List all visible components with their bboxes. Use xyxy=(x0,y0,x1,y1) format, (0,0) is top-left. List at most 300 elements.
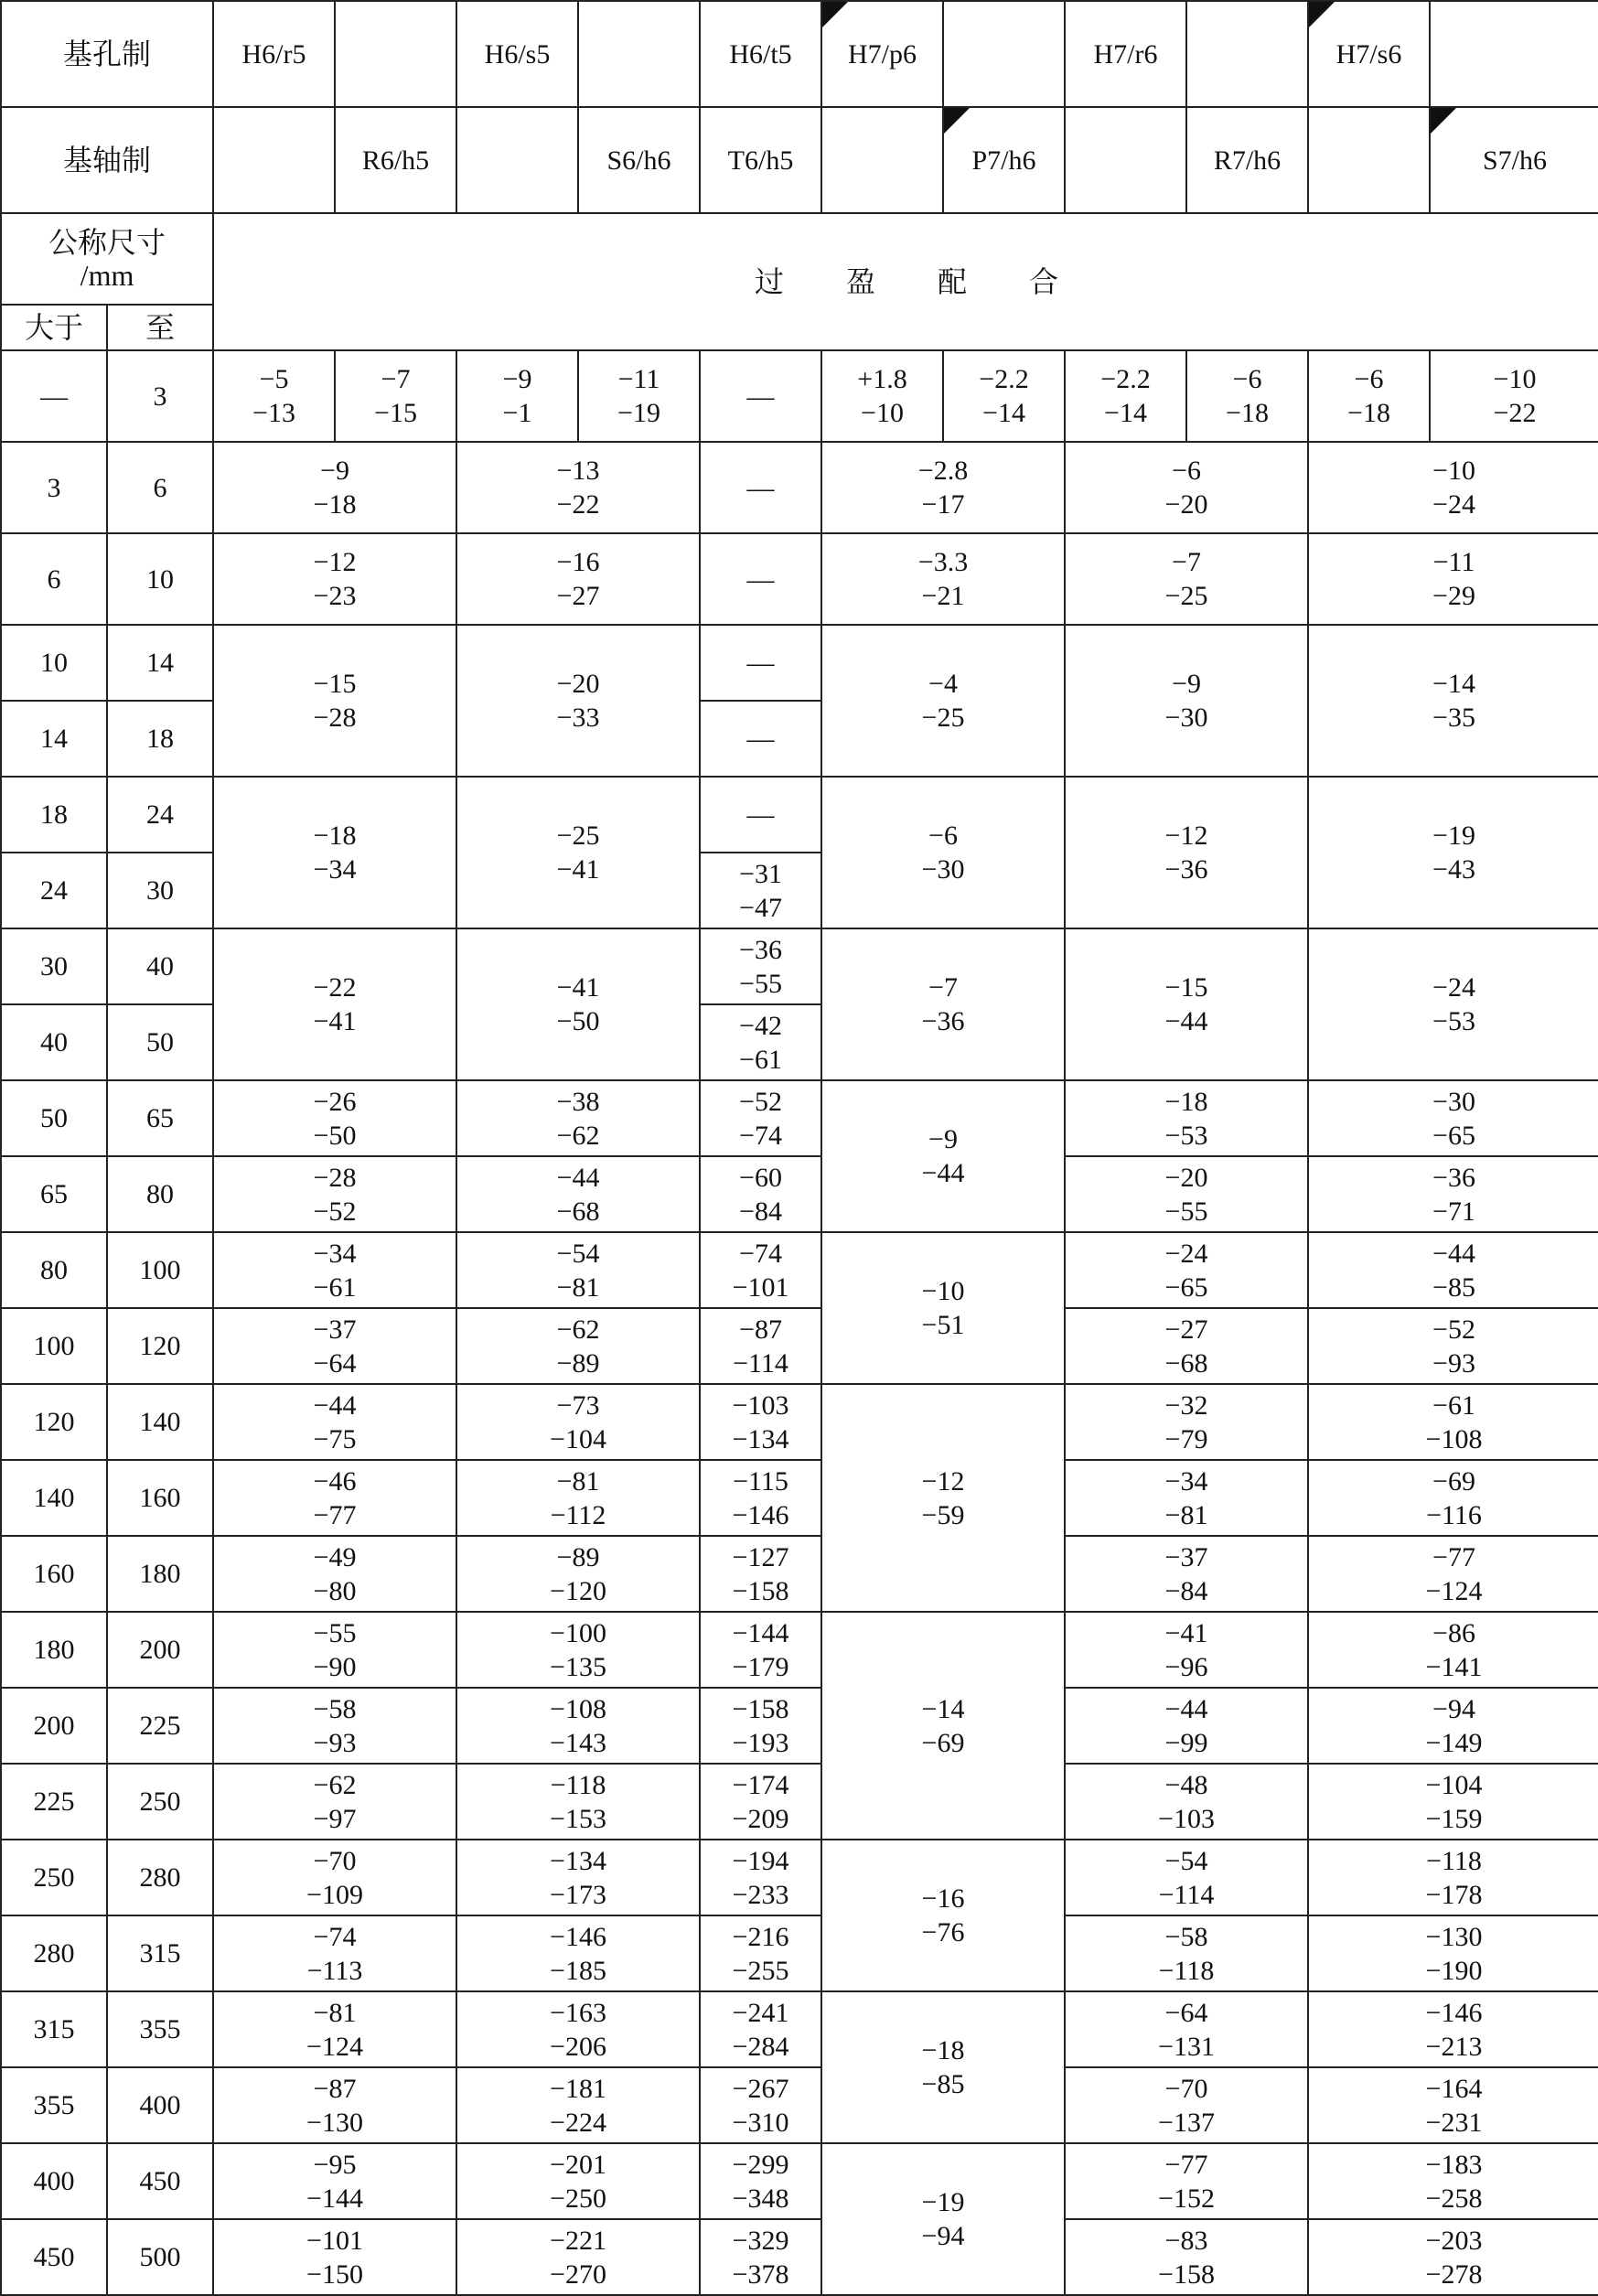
cell-value: −73 xyxy=(556,1389,600,1421)
shaft-fit-code: T6/h5 xyxy=(700,107,821,213)
cell-value: −34 xyxy=(313,1238,357,1269)
cell-value: −15 xyxy=(1164,972,1208,1003)
fit-value xyxy=(700,1080,821,1156)
cell-value: −299 xyxy=(732,2149,789,2180)
fit-value xyxy=(1065,1156,1308,1232)
cell-value: −70 xyxy=(313,1845,357,1876)
cell-value: −58 xyxy=(313,1693,357,1724)
cell-value: −118 xyxy=(1426,1845,1482,1876)
size-row xyxy=(1,625,1598,701)
cell-value: −42 xyxy=(739,1010,782,1041)
fit-value xyxy=(456,442,700,533)
fit-value xyxy=(456,928,700,1080)
cell-value: −11 xyxy=(1432,547,1475,577)
fit-value xyxy=(1308,1688,1598,1764)
fit-value xyxy=(456,350,578,442)
cell-value: −16 xyxy=(556,547,600,577)
size-from: 160 xyxy=(1,1536,107,1612)
fit-value xyxy=(700,350,821,442)
fit-value xyxy=(456,1915,700,1991)
cell-value: −130 xyxy=(306,2107,363,2138)
size-to: 14 xyxy=(107,625,213,701)
fit-value xyxy=(700,2143,821,2219)
cell-value: −9 xyxy=(502,364,532,394)
fit-value xyxy=(1065,1232,1308,1308)
cell-value: −93 xyxy=(1432,1347,1475,1379)
fit-value xyxy=(821,442,1065,533)
fit-value xyxy=(1065,1080,1308,1156)
cell-value: −52 xyxy=(1432,1314,1475,1345)
fit-value xyxy=(213,533,456,625)
cell-value: −267 xyxy=(732,2073,789,2104)
cell-value: −112 xyxy=(550,1499,606,1530)
cell-value: −18 xyxy=(1226,398,1269,428)
cell-value: −10 xyxy=(861,398,904,428)
cell-value: −55 xyxy=(1164,1196,1208,1227)
size-to: 30 xyxy=(107,853,213,928)
fit-value xyxy=(1065,777,1308,928)
fit-value xyxy=(700,625,821,701)
fit-value xyxy=(1308,625,1598,777)
size-row xyxy=(1,2067,1598,2143)
size-to: 6 xyxy=(107,442,213,533)
size-from: 120 xyxy=(1,1384,107,1460)
fit-value xyxy=(1308,2143,1598,2219)
size-header-row xyxy=(1,213,1598,305)
cell-value: −255 xyxy=(732,1955,789,1986)
fit-value xyxy=(821,1080,1065,1232)
fit-value xyxy=(213,1080,456,1156)
cell-value: −149 xyxy=(1425,1727,1483,1758)
cell-value: −203 xyxy=(1425,2225,1483,2256)
fit-value xyxy=(1065,928,1308,1080)
cell-value: −17 xyxy=(921,489,965,520)
cell-value: −101 xyxy=(306,2225,363,2256)
fit-value xyxy=(456,1612,700,1688)
cell-value: −22 xyxy=(556,489,600,520)
cell-value: −181 xyxy=(550,2073,606,2104)
cell-value: −55 xyxy=(313,1617,357,1648)
size-to: 280 xyxy=(107,1840,213,1915)
cell-value: −47 xyxy=(739,892,782,923)
fit-value xyxy=(1308,1460,1598,1536)
fit-value xyxy=(1065,1915,1308,1991)
cell-value: −41 xyxy=(556,854,600,885)
cell-value: −44 xyxy=(556,1162,600,1193)
fit-value xyxy=(213,1840,456,1915)
size-row xyxy=(1,442,1598,533)
cell-value: −44 xyxy=(313,1389,357,1421)
cell-value: −135 xyxy=(550,1651,606,1682)
cell-value: −19 xyxy=(921,2187,965,2217)
cell-value: −44 xyxy=(1432,1238,1475,1269)
cell-value: −49 xyxy=(313,1541,357,1572)
nominal-size-text: /mm xyxy=(80,259,134,292)
hole-fit-code xyxy=(943,1,1065,107)
cell-value: −50 xyxy=(556,1006,600,1036)
cell-value: −30 xyxy=(1164,703,1208,733)
cell-value: −31 xyxy=(739,858,782,889)
fit-value xyxy=(213,2143,456,2219)
cell-value: −118 xyxy=(550,1769,606,1800)
size-from: 100 xyxy=(1,1308,107,1384)
size-to: 225 xyxy=(107,1688,213,1764)
cell-value: −2.8 xyxy=(917,456,969,486)
fit-value xyxy=(1065,2143,1308,2219)
cell-value: −54 xyxy=(1164,1845,1208,1876)
size-to: 180 xyxy=(107,1536,213,1612)
fit-value xyxy=(213,442,456,533)
fit-value xyxy=(700,533,821,625)
size-to: 65 xyxy=(107,1080,213,1156)
fit-value xyxy=(1430,350,1598,442)
fit-value xyxy=(1065,2219,1308,2295)
cell-value: −69 xyxy=(1432,1465,1475,1497)
shaft-fit-code: R7/h6 xyxy=(1186,107,1308,213)
size-from: 225 xyxy=(1,1764,107,1840)
size-to: 250 xyxy=(107,1764,213,1840)
cell-value: −118 xyxy=(1158,1955,1215,1986)
size-row xyxy=(1,1460,1598,1536)
size-to: 200 xyxy=(107,1612,213,1688)
size-to: 140 xyxy=(107,1384,213,1460)
fit-value xyxy=(821,625,1065,777)
cell-value: −16 xyxy=(921,1883,965,1914)
cell-value: −250 xyxy=(550,2183,606,2214)
fit-value xyxy=(821,1384,1065,1612)
cell-value: −90 xyxy=(313,1651,357,1682)
size-to: 10 xyxy=(107,533,213,625)
fit-value xyxy=(700,2219,821,2295)
cell-value: −81 xyxy=(556,1465,600,1497)
shaft-fit-code xyxy=(821,107,943,213)
size-from: 250 xyxy=(1,1840,107,1915)
cell-value: −329 xyxy=(732,2225,789,2256)
cell-value: −185 xyxy=(550,1955,606,1986)
cell-value: −29 xyxy=(1432,581,1475,611)
size-to: 3 xyxy=(107,350,213,442)
cell-value: −20 xyxy=(1164,1162,1208,1193)
cell-value: −144 xyxy=(306,2183,363,2214)
fit-value xyxy=(456,1764,700,1840)
cell-value: −68 xyxy=(1164,1347,1208,1379)
size-row xyxy=(1,350,1598,442)
cell-value: −94 xyxy=(921,2221,965,2251)
size-row xyxy=(1,928,1598,1004)
fit-value xyxy=(456,1080,700,1156)
fit-value xyxy=(213,1688,456,1764)
size-from: 24 xyxy=(1,853,107,928)
fit-value xyxy=(700,1840,821,1915)
shaft-fit-code xyxy=(213,107,335,213)
cell-value: −12 xyxy=(1164,821,1208,851)
cell-value: −61 xyxy=(313,1271,357,1303)
cell-value: −84 xyxy=(1164,1575,1208,1606)
cell-value: −10 xyxy=(921,1276,965,1306)
fit-value xyxy=(1308,2067,1598,2143)
size-from: 65 xyxy=(1,1156,107,1232)
cell-value: −18 xyxy=(313,489,357,520)
fit-value xyxy=(700,442,821,533)
cell-value: −41 xyxy=(1164,1617,1208,1648)
cell-value: −81 xyxy=(556,1271,600,1303)
cell-value: −37 xyxy=(1164,1541,1208,1572)
size-to: 120 xyxy=(107,1308,213,1384)
cell-value: −152 xyxy=(1158,2183,1215,2214)
cell-value: −27 xyxy=(556,581,600,611)
cell-value: −3.3 xyxy=(917,547,969,577)
cell-value: −158 xyxy=(732,1693,789,1724)
shaft-fit-code: S7/h6 xyxy=(1430,107,1598,213)
fit-value xyxy=(1065,1991,1308,2067)
size-from: 280 xyxy=(1,1915,107,1991)
cell-value: −70 xyxy=(1164,2073,1208,2104)
cell-value: −14 xyxy=(1104,398,1147,428)
cell-value: −6 xyxy=(928,821,958,851)
fit-value xyxy=(1308,1232,1598,1308)
fit-value xyxy=(1308,442,1598,533)
fit-value xyxy=(700,1915,821,1991)
cell-value: −101 xyxy=(732,1271,789,1303)
fit-value xyxy=(700,1612,821,1688)
fit-value xyxy=(700,1232,821,1308)
cell-value: −144 xyxy=(732,1617,789,1648)
cell-value: −115 xyxy=(733,1465,788,1497)
cell-value: −32 xyxy=(1164,1389,1208,1421)
hole-basis-label: 基孔制 xyxy=(1,1,213,107)
cell-value: −24 xyxy=(1432,489,1475,520)
cell-value: −158 xyxy=(1158,2258,1215,2290)
size-row xyxy=(1,1080,1598,1156)
cell-value: −190 xyxy=(1425,1955,1483,1986)
cell-value: −270 xyxy=(550,2258,606,2290)
fit-value xyxy=(700,1991,821,2067)
fit-value xyxy=(1065,350,1186,442)
cell-value: −153 xyxy=(550,1803,606,1834)
nominal-size-text: 公称尺寸 xyxy=(48,226,166,259)
cell-value: −53 xyxy=(1164,1120,1208,1151)
cell-value: −104 xyxy=(550,1423,606,1454)
size-row xyxy=(1,1156,1598,1232)
hole-fit-code: H6/s5 xyxy=(456,1,578,107)
cell-value: −10 xyxy=(1432,456,1475,486)
cell-value: −120 xyxy=(550,1575,606,1606)
cell-value: −20 xyxy=(556,669,600,699)
fit-value xyxy=(456,1156,700,1232)
size-from: 200 xyxy=(1,1688,107,1764)
cell-value: −68 xyxy=(556,1196,600,1227)
cell-value: −23 xyxy=(313,581,357,611)
fit-value xyxy=(700,1384,821,1460)
cell-value: −75 xyxy=(313,1423,357,1454)
cell-value: −284 xyxy=(732,2031,789,2062)
cell-value: −86 xyxy=(1432,1617,1475,1648)
cell-value: −7 xyxy=(1172,547,1201,577)
cell-value: −13 xyxy=(252,398,295,428)
cell-value: — xyxy=(746,381,775,412)
cell-value: −378 xyxy=(732,2258,789,2290)
fit-value xyxy=(1065,2067,1308,2143)
fit-value xyxy=(456,2067,700,2143)
shaft-fit-code: P7/h6 xyxy=(943,107,1065,213)
size-from: 315 xyxy=(1,1991,107,2067)
size-row xyxy=(1,1232,1598,1308)
hole-fit-code xyxy=(335,1,456,107)
cell-value: −278 xyxy=(1425,2258,1483,2290)
size-from: 80 xyxy=(1,1232,107,1308)
size-row xyxy=(1,1384,1598,1460)
fit-value xyxy=(1308,1536,1598,1612)
fit-value xyxy=(700,1688,821,1764)
cell-value: −159 xyxy=(1425,1803,1483,1834)
hole-fit-code: H6/t5 xyxy=(700,1,821,107)
fit-value xyxy=(456,2143,700,2219)
cell-value: −134 xyxy=(550,1845,606,1876)
fit-value xyxy=(1308,1308,1598,1384)
cell-value: — xyxy=(746,724,775,754)
fit-value xyxy=(213,2219,456,2295)
fit-value xyxy=(456,777,700,928)
size-to: 500 xyxy=(107,2219,213,2295)
cell-value: −18 xyxy=(921,2035,965,2065)
cell-value: −25 xyxy=(921,703,965,733)
size-row xyxy=(1,777,1598,853)
size-to: 40 xyxy=(107,928,213,1004)
fit-value xyxy=(700,1536,821,1612)
cell-value: −20 xyxy=(1164,489,1208,520)
fit-value xyxy=(1065,1612,1308,1688)
size-from: 355 xyxy=(1,2067,107,2143)
fit-value xyxy=(1308,1764,1598,1840)
cell-value: −6 xyxy=(1232,364,1262,394)
hole-fit-code xyxy=(1430,1,1598,107)
size-from: 450 xyxy=(1,2219,107,2295)
cell-value: −130 xyxy=(1425,1921,1483,1952)
cell-value: −194 xyxy=(732,1845,789,1876)
cell-value: −174 xyxy=(732,1769,789,1800)
fit-value xyxy=(1308,1840,1598,1915)
size-from: 40 xyxy=(1,1004,107,1080)
fit-value xyxy=(213,1460,456,1536)
fit-value xyxy=(1186,350,1308,442)
cell-value: −21 xyxy=(921,581,965,611)
size-from: 50 xyxy=(1,1080,107,1156)
size-row xyxy=(1,2143,1598,2219)
cell-value: −213 xyxy=(1425,2031,1483,2062)
hole-fit-code: H7/p6 xyxy=(821,1,943,107)
cell-value: −69 xyxy=(921,1727,965,1758)
cell-value: −99 xyxy=(1164,1727,1208,1758)
fit-value xyxy=(213,1384,456,1460)
cell-value: −348 xyxy=(732,2183,789,2214)
cell-value: −27 xyxy=(1164,1314,1208,1345)
cell-value: −173 xyxy=(550,1879,606,1910)
cell-value: −9 xyxy=(1172,669,1201,699)
cell-value: −13 xyxy=(556,456,600,486)
cell-value: −179 xyxy=(732,1651,789,1682)
fit-value xyxy=(335,350,456,442)
cell-value: −124 xyxy=(306,2031,363,2062)
fit-value xyxy=(456,1536,700,1612)
size-row xyxy=(1,1536,1598,1612)
fit-value xyxy=(1065,1384,1308,1460)
cell-value: −74 xyxy=(313,1921,357,1952)
fit-value xyxy=(213,1156,456,1232)
cell-value: −85 xyxy=(1432,1271,1475,1303)
fit-value xyxy=(1308,1156,1598,1232)
hole-fit-code xyxy=(578,1,700,107)
size-row xyxy=(1,2219,1598,2295)
cell-value: −2.2 xyxy=(1100,364,1151,394)
cell-value: −74 xyxy=(739,1120,782,1151)
size-row xyxy=(1,1308,1598,1384)
fit-value xyxy=(456,1460,700,1536)
fit-value xyxy=(821,533,1065,625)
fit-value xyxy=(456,1232,700,1308)
cell-value: −43 xyxy=(1432,854,1475,885)
fit-value xyxy=(456,1688,700,1764)
hole-fit-code: H7/s6 xyxy=(1308,1,1430,107)
size-row xyxy=(1,1915,1598,1991)
cell-value: −15 xyxy=(374,398,417,428)
cell-value: −193 xyxy=(732,1727,789,1758)
cell-value: −94 xyxy=(1432,1693,1475,1724)
size-to: 80 xyxy=(107,1156,213,1232)
cell-value: −30 xyxy=(1432,1086,1475,1117)
cell-value: −83 xyxy=(1164,2225,1208,2256)
fit-value xyxy=(213,350,335,442)
cell-value: −34 xyxy=(313,854,357,885)
cell-value: −33 xyxy=(556,703,600,733)
size-to: 50 xyxy=(107,1004,213,1080)
cell-value: −26 xyxy=(313,1086,357,1117)
cell-value: −35 xyxy=(1432,703,1475,733)
cell-value: −74 xyxy=(739,1238,782,1269)
size-to: 400 xyxy=(107,2067,213,2143)
fit-value xyxy=(213,777,456,928)
cell-value: −104 xyxy=(1425,1769,1483,1800)
cell-value: −41 xyxy=(556,972,600,1003)
size-from: 180 xyxy=(1,1612,107,1688)
cell-value: −61 xyxy=(739,1044,782,1075)
fit-value xyxy=(700,928,821,1004)
cell-value: −100 xyxy=(550,1617,606,1648)
cell-value: −201 xyxy=(550,2149,606,2180)
cell-value: −206 xyxy=(550,2031,606,2062)
cell-value: −131 xyxy=(1158,2031,1215,2062)
cell-value: −146 xyxy=(550,1921,606,1952)
shaft-fit-code xyxy=(1065,107,1186,213)
cell-value: — xyxy=(746,472,775,503)
size-to: 18 xyxy=(107,701,213,777)
fit-value xyxy=(1065,1308,1308,1384)
fit-value xyxy=(1308,1991,1598,2067)
cell-value: −7 xyxy=(381,364,411,394)
cell-value: −10 xyxy=(1493,364,1537,394)
fit-value xyxy=(1065,1688,1308,1764)
size-to: 355 xyxy=(107,1991,213,2067)
cell-value: −310 xyxy=(732,2107,789,2138)
fit-value xyxy=(1065,1840,1308,1915)
cell-value: −114 xyxy=(733,1347,788,1379)
fit-value xyxy=(821,350,943,442)
cell-value: −146 xyxy=(732,1499,789,1530)
fit-type-label: 过盈配合 xyxy=(213,213,1598,350)
size-from: 3 xyxy=(1,442,107,533)
cell-value: −48 xyxy=(1164,1769,1208,1800)
cell-value: −18 xyxy=(313,821,357,851)
cell-value: −93 xyxy=(313,1727,357,1758)
